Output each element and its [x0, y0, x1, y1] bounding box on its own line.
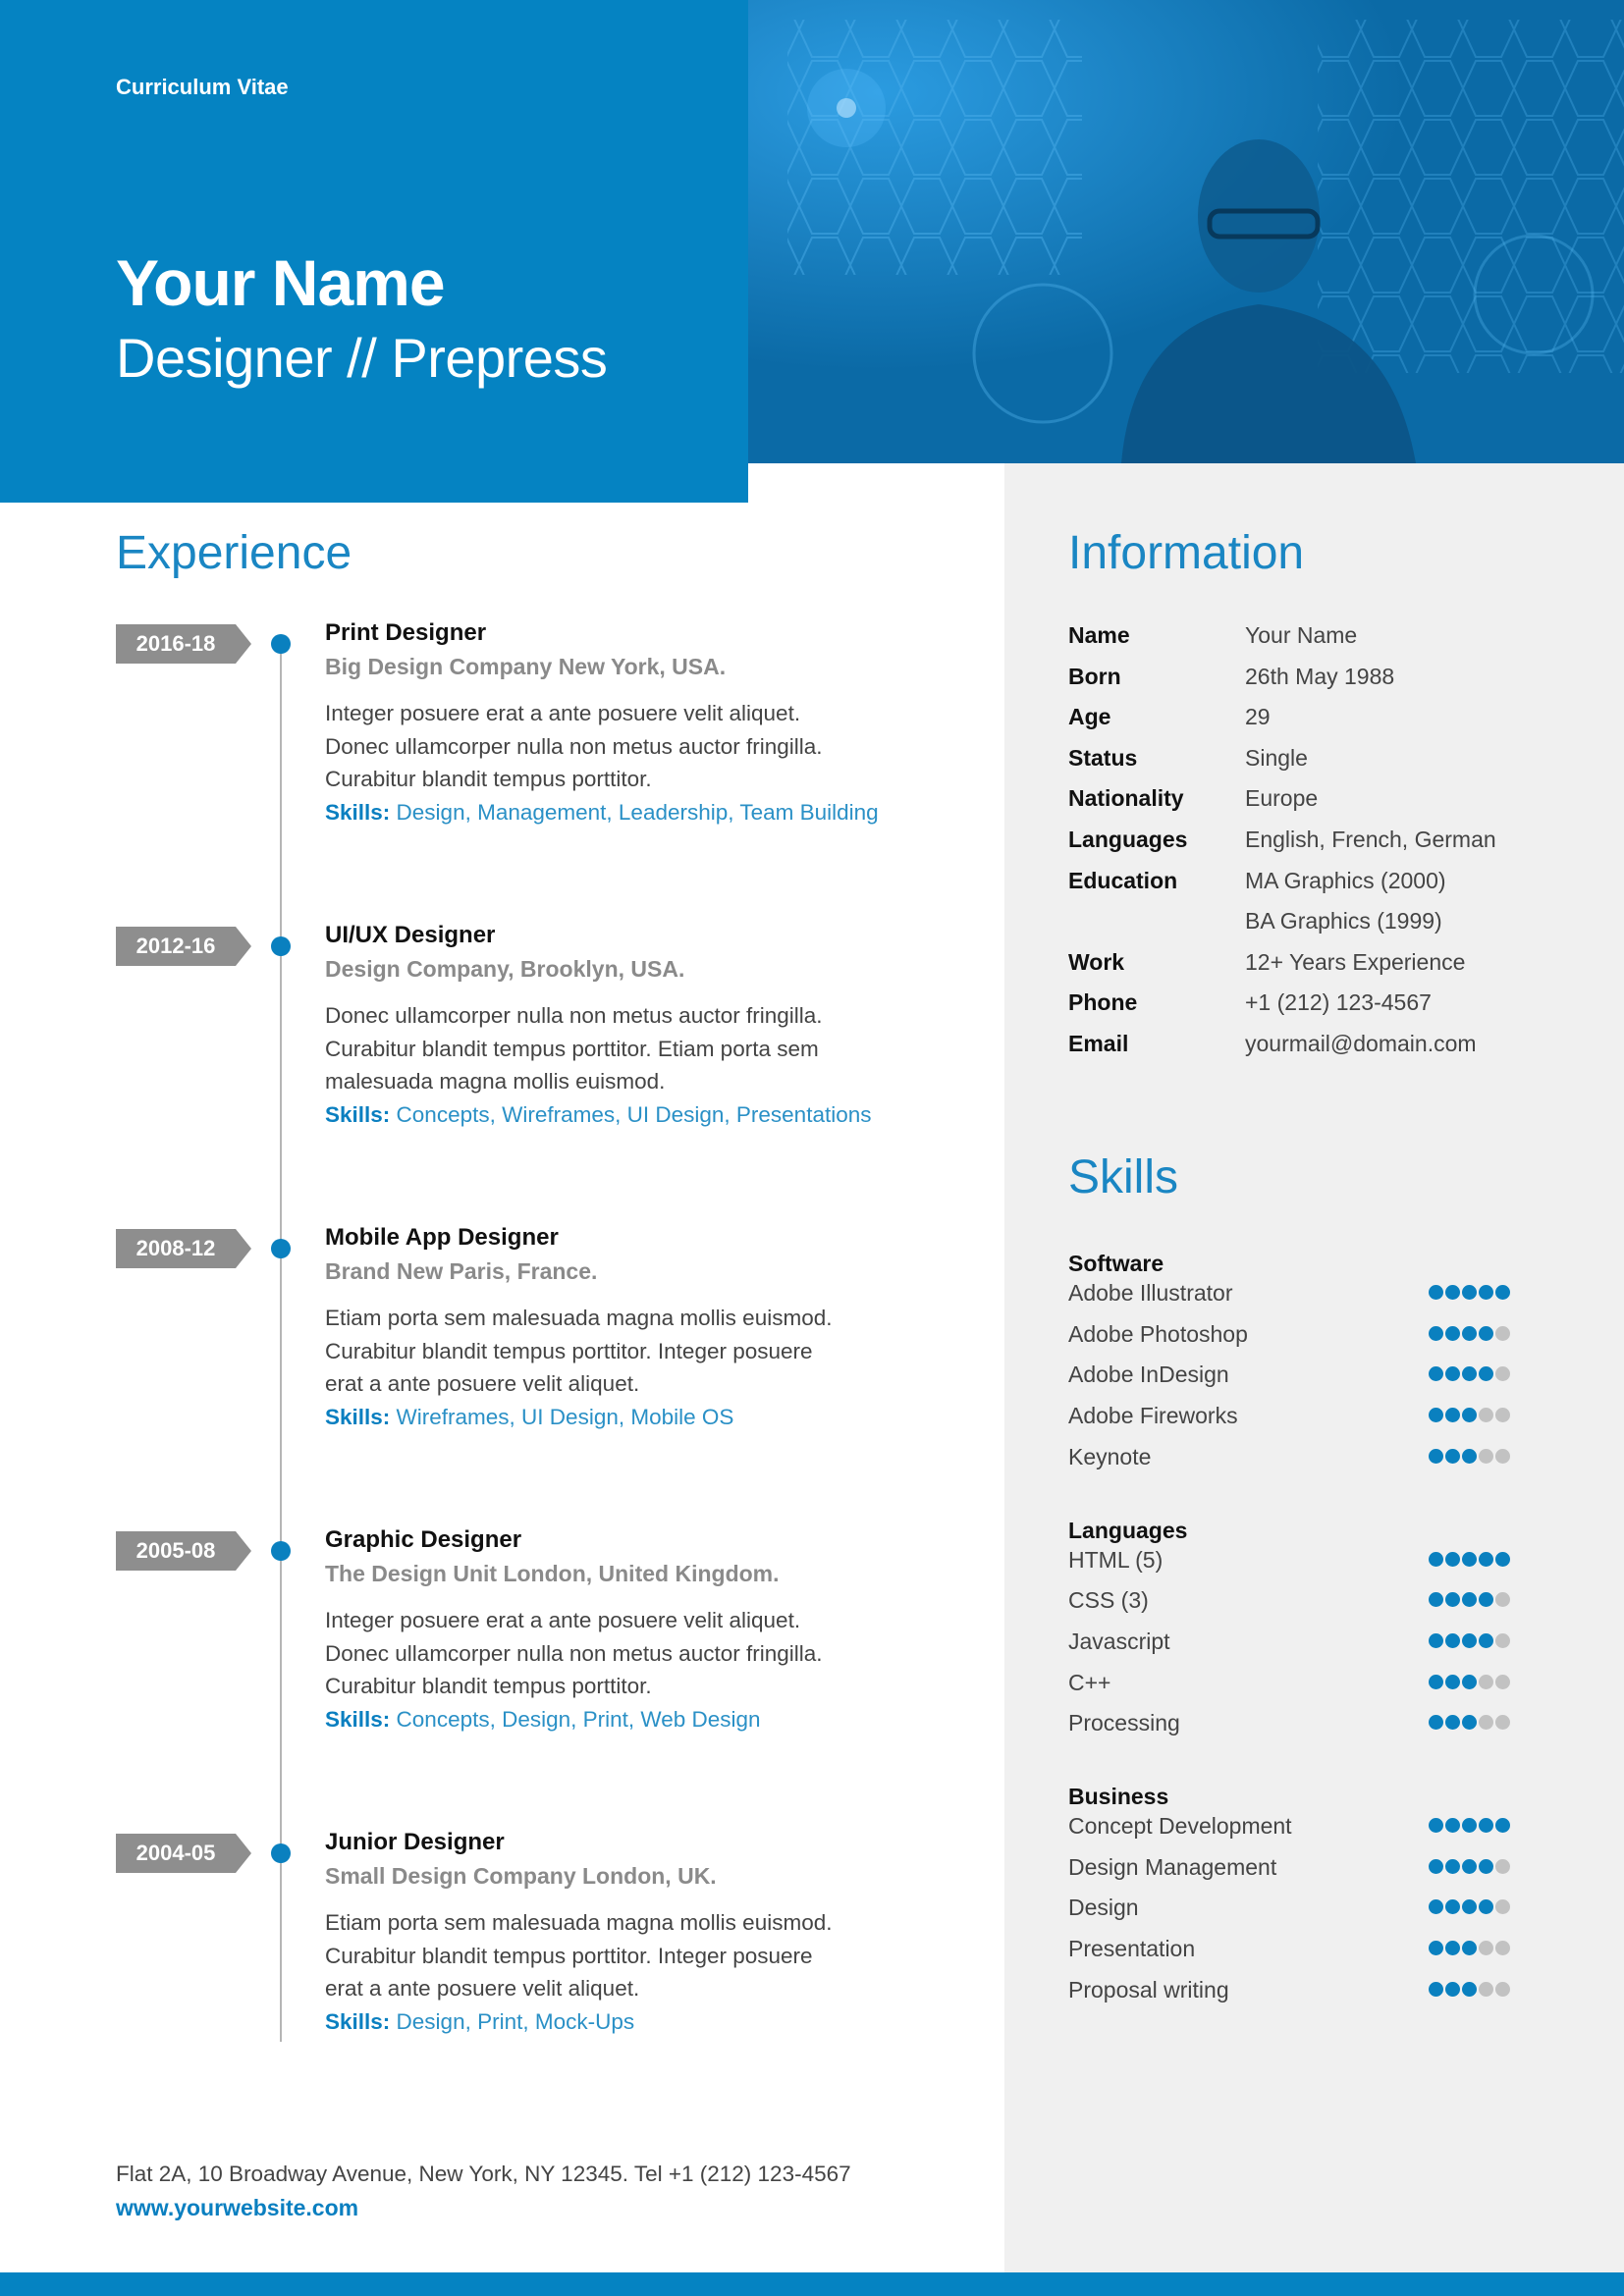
rating-dot [1479, 1899, 1493, 1914]
rating-dot [1445, 1818, 1460, 1833]
description-line: Curabitur blandit tempus porttitor. [325, 1674, 652, 1698]
rating-dot [1445, 1941, 1460, 1955]
info-key: Nationality [1068, 785, 1184, 812]
rating-dot [1429, 1408, 1443, 1422]
info-value: 26th May 1988 [1245, 663, 1395, 689]
description-line: erat a ante posuere velit aliquet. [325, 1371, 640, 1396]
description-line: Etiam porta sem malesuada magna mollis euismod. [325, 1910, 833, 1935]
skill-row [1068, 1846, 1510, 1888]
info-key: Status [1068, 744, 1138, 771]
info-value: Your Name [1245, 622, 1358, 648]
rating-dot [1429, 1715, 1443, 1730]
rating-dot [1445, 1552, 1460, 1567]
rating-dot [1445, 1449, 1460, 1464]
rating-dot [1495, 1592, 1510, 1607]
rating-dot [1495, 1285, 1510, 1300]
skill-row [1068, 1928, 1510, 1969]
info-row [1068, 819, 1579, 860]
job-skills [325, 2005, 914, 2038]
rating-dot [1495, 1552, 1510, 1567]
skills-label: Skills: [325, 1404, 391, 1429]
skill-rating [1429, 1941, 1510, 1956]
year-label: 2012-16 [116, 927, 236, 966]
skill-row [1068, 1395, 1510, 1436]
skill-label: CSS (3) [1068, 1587, 1149, 1614]
info-key: Age [1068, 704, 1111, 730]
rating-dot [1462, 1633, 1477, 1648]
rating-dot [1462, 1552, 1477, 1567]
tag-arrow [236, 1229, 251, 1268]
skill-row [1068, 1621, 1510, 1662]
job-company: Design Company, Brooklyn, USA. [325, 956, 685, 982]
job-company: Brand New Paris, France. [325, 1258, 598, 1284]
skill-label: HTML (5) [1068, 1546, 1164, 1573]
rating-dot [1479, 1449, 1493, 1464]
description-line: Integer posuere erat a ante posuere velit aliquet. [325, 1608, 801, 1632]
skill-rating [1429, 1633, 1510, 1649]
info-value: English, French, German [1245, 827, 1496, 852]
rating-dot [1462, 1818, 1477, 1833]
skills-label: Skills: [325, 1101, 391, 1127]
info-key: Born [1068, 663, 1121, 689]
timeline-dot [271, 1541, 291, 1561]
rating-dot [1445, 1633, 1460, 1648]
info-row [1068, 656, 1579, 697]
rating-dot [1429, 1941, 1443, 1955]
rating-dot [1495, 1859, 1510, 1874]
rating-dot [1462, 1592, 1477, 1607]
description-line: erat a ante posuere velit aliquet. [325, 1976, 640, 2001]
skills-label: Skills: [325, 799, 391, 825]
rating-dot [1479, 1859, 1493, 1874]
year-tag [116, 1531, 253, 1571]
rating-dot [1445, 1366, 1460, 1381]
skill-rating [1429, 1715, 1510, 1731]
description-line: Donec ullamcorper nulla non metus auctor fringilla. [325, 733, 823, 759]
job-company: Big Design Company New York, USA. [325, 654, 727, 679]
rating-dot [1462, 1859, 1477, 1874]
skill-label: Adobe Illustrator [1068, 1280, 1233, 1306]
rating-dot [1495, 1982, 1510, 1997]
rating-dot [1479, 1982, 1493, 1997]
info-value: +1 (212) 123-4567 [1245, 989, 1432, 1016]
skill-rating [1429, 1592, 1510, 1608]
rating-dot [1495, 1715, 1510, 1730]
rating-dot [1462, 1899, 1477, 1914]
year-label: 2008-12 [116, 1229, 236, 1268]
rating-dot [1445, 1982, 1460, 1997]
skill-rating [1429, 1366, 1510, 1382]
rating-dot [1479, 1366, 1493, 1381]
skill-rating [1429, 1449, 1510, 1465]
rating-dot [1495, 1326, 1510, 1341]
rating-dot [1462, 1326, 1477, 1341]
skill-label: Adobe Photoshop [1068, 1320, 1248, 1347]
rating-dot [1495, 1408, 1510, 1422]
description-line: Curabitur blandit tempus porttitor. Integer posuere [325, 1338, 813, 1363]
info-row [1068, 614, 1579, 656]
rating-dot [1429, 1326, 1443, 1341]
info-value: 12+ Years Experience [1245, 948, 1466, 975]
skill-rating [1429, 1326, 1510, 1342]
rating-dot [1462, 1941, 1477, 1955]
rating-dot [1479, 1326, 1493, 1341]
rating-dot [1479, 1941, 1493, 1955]
timeline-line [280, 644, 282, 2042]
skills-label: Skills: [325, 1706, 391, 1732]
skill-label: Concept Development [1068, 1813, 1292, 1839]
skill-rating [1429, 1285, 1510, 1301]
year-label: 2004-05 [116, 1834, 236, 1873]
rating-dot [1495, 1818, 1510, 1833]
information-heading: Information [1068, 527, 1305, 579]
description-line: Donec ullamcorper nulla non metus auctor fringilla. [325, 1003, 823, 1028]
skill-label: Keynote [1068, 1443, 1152, 1469]
info-value: 29 [1245, 704, 1271, 730]
rating-dot [1462, 1449, 1477, 1464]
info-row [1068, 737, 1579, 778]
rating-dot [1462, 1675, 1477, 1689]
rating-dot [1445, 1326, 1460, 1341]
year-label: 2005-08 [116, 1531, 236, 1571]
skill-row [1068, 1702, 1510, 1743]
job-description [325, 1906, 914, 2005]
info-row [1068, 860, 1579, 901]
rating-dot [1429, 1859, 1443, 1874]
year-tag [116, 624, 253, 664]
skill-row [1068, 1805, 1510, 1846]
rating-dot [1429, 1366, 1443, 1381]
description-line: Integer posuere erat a ante posuere velit aliquet. [325, 701, 801, 725]
info-key: Work [1068, 948, 1125, 975]
job-entry [325, 919, 914, 1131]
job-entry [325, 1523, 914, 1735]
skills-heading: Skills [1068, 1151, 1179, 1203]
skill-label: Design Management [1068, 1853, 1277, 1880]
info-row [1068, 1023, 1579, 1064]
skill-rating [1429, 1982, 1510, 1998]
job-title: Mobile App Designer [325, 1224, 559, 1251]
timeline-dot [271, 936, 291, 956]
header-photo-image [748, 0, 1624, 463]
rating-dot [1495, 1941, 1510, 1955]
document-label: Curriculum Vitae [116, 75, 289, 99]
info-row [1068, 777, 1579, 819]
rating-dot [1445, 1675, 1460, 1689]
rating-dot [1429, 1818, 1443, 1833]
info-value: BA Graphics (1999) [1245, 908, 1442, 934]
job-entry [325, 1826, 914, 2038]
skills-list-text: Wireframes, UI Design, Mobile OS [396, 1404, 734, 1429]
year-tag [116, 1229, 253, 1268]
rating-dot [1462, 1982, 1477, 1997]
rating-dot [1479, 1715, 1493, 1730]
rating-dot [1479, 1552, 1493, 1567]
skill-label: Proposal writing [1068, 1976, 1229, 2002]
skill-label: C++ [1068, 1669, 1111, 1695]
rating-dot [1462, 1715, 1477, 1730]
tag-arrow [236, 927, 251, 966]
skills-list-text: Concepts, Design, Print, Web Design [396, 1706, 761, 1732]
year-tag [116, 1834, 253, 1873]
info-value: Europe [1245, 785, 1319, 812]
job-entry [325, 616, 914, 828]
info-key: Education [1068, 867, 1178, 893]
rating-dot [1429, 1633, 1443, 1648]
rating-dot [1429, 1899, 1443, 1914]
experience-heading: Experience [116, 527, 352, 579]
description-line: malesuada magna mollis euismod. [325, 1069, 666, 1094]
timeline-dot [271, 1239, 291, 1258]
rating-dot [1445, 1285, 1460, 1300]
website-link[interactable]: www.yourwebsite.com [116, 2195, 359, 2220]
skills-list-text: Concepts, Wireframes, UI Design, Presentations [396, 1101, 872, 1127]
info-key: Phone [1068, 989, 1138, 1016]
job-skills [325, 1098, 914, 1131]
header-photo [748, 0, 1624, 463]
job-entry [325, 1221, 914, 1433]
tag-arrow [236, 624, 251, 664]
skill-row [1068, 1313, 1510, 1355]
description-line: Etiam porta sem malesuada magna mollis euismod. [325, 1306, 833, 1330]
rating-dot [1479, 1675, 1493, 1689]
job-title: Print Designer [325, 619, 487, 646]
skill-rating [1429, 1408, 1510, 1423]
info-row [1068, 982, 1579, 1023]
skill-row [1068, 1354, 1510, 1395]
skill-label: Processing [1068, 1710, 1180, 1736]
job-company: The Design Unit London, United Kingdom. [325, 1561, 780, 1586]
rating-dot [1445, 1715, 1460, 1730]
skill-label: Presentation [1068, 1936, 1196, 1962]
rating-dot [1495, 1449, 1510, 1464]
job-title: UI/UX Designer [325, 922, 496, 948]
timeline-dot [271, 634, 291, 654]
skill-label: Javascript [1068, 1628, 1170, 1654]
job-company: Small Design Company London, UK. [325, 1863, 717, 1889]
rating-dot [1479, 1633, 1493, 1648]
skills-label: Skills: [325, 2008, 391, 2034]
rating-dot [1429, 1982, 1443, 1997]
job-title: Junior Designer [325, 1829, 505, 1855]
info-key: Languages [1068, 827, 1188, 852]
tag-arrow [236, 1834, 251, 1873]
skill-row [1068, 1272, 1510, 1313]
job-skills [325, 796, 914, 828]
rating-dot [1445, 1859, 1460, 1874]
rating-dot [1429, 1592, 1443, 1607]
info-key: Name [1068, 622, 1130, 648]
skill-rating [1429, 1859, 1510, 1875]
rating-dot [1462, 1366, 1477, 1381]
year-label: 2016-18 [116, 624, 236, 664]
skill-rating [1429, 1899, 1510, 1915]
person-name: Your Name [116, 246, 445, 319]
description-line: Curabitur blandit tempus porttitor. [325, 767, 652, 791]
info-value: MA Graphics (2000) [1245, 867, 1446, 893]
rating-dot [1495, 1633, 1510, 1648]
rating-dot [1479, 1285, 1493, 1300]
job-description [325, 1302, 914, 1401]
rating-dot [1479, 1592, 1493, 1607]
job-description [325, 999, 914, 1098]
job-title: Graphic Designer [325, 1526, 522, 1553]
skill-row [1068, 1662, 1510, 1703]
info-row [1068, 941, 1579, 983]
person-role: Designer // Prepress [116, 327, 608, 389]
rating-dot [1479, 1818, 1493, 1833]
skills-list-text: Design, Print, Mock-Ups [396, 2008, 635, 2034]
description-line: Curabitur blandit tempus porttitor. Integer posuere [325, 1943, 813, 1968]
skill-row [1068, 1969, 1510, 2010]
rating-dot [1495, 1366, 1510, 1381]
rating-dot [1462, 1285, 1477, 1300]
skill-rating [1429, 1552, 1510, 1568]
rating-dot [1429, 1675, 1443, 1689]
skill-label: Design [1068, 1895, 1139, 1921]
rating-dot [1429, 1285, 1443, 1300]
rating-dot [1495, 1675, 1510, 1689]
skill-row [1068, 1436, 1510, 1477]
skill-row [1068, 1539, 1510, 1580]
year-tag [116, 927, 253, 966]
skill-rating [1429, 1818, 1510, 1834]
skill-row [1068, 1887, 1510, 1928]
info-value: Single [1245, 744, 1308, 771]
info-value: yourmail@domain.com [1245, 1031, 1477, 1056]
job-skills [325, 1703, 914, 1735]
job-description [325, 697, 914, 796]
description-line: Curabitur blandit tempus porttitor. Etiam porta sem [325, 1036, 819, 1061]
info-key: Email [1068, 1031, 1129, 1056]
skill-rating [1429, 1675, 1510, 1690]
job-description [325, 1604, 914, 1703]
skills-list-text: Design, Management, Leadership, Team Building [396, 799, 879, 825]
rating-dot [1445, 1899, 1460, 1914]
skill-category: Business [1068, 1784, 1169, 1809]
rating-dot [1445, 1408, 1460, 1422]
info-row [1068, 696, 1579, 737]
tag-arrow [236, 1531, 251, 1571]
rating-dot [1495, 1899, 1510, 1914]
rating-dot [1445, 1592, 1460, 1607]
description-line: Donec ullamcorper nulla non metus auctor fringilla. [325, 1640, 823, 1666]
info-row [1068, 900, 1579, 941]
skill-category: Languages [1068, 1517, 1188, 1543]
footer-address: Flat 2A, 10 Broadway Avenue, New York, NY 12345. Tel +1 (212) 123-4567 [116, 2162, 851, 2186]
skill-label: Adobe InDesign [1068, 1362, 1229, 1388]
skill-category: Software [1068, 1251, 1164, 1276]
job-skills [325, 1401, 914, 1433]
timeline-dot [271, 1843, 291, 1863]
rating-dot [1429, 1552, 1443, 1567]
rating-dot [1462, 1408, 1477, 1422]
bottom-bar [0, 2272, 1624, 2296]
skill-row [1068, 1579, 1510, 1621]
skill-label: Adobe Fireworks [1068, 1403, 1238, 1429]
rating-dot [1429, 1449, 1443, 1464]
rating-dot [1479, 1408, 1493, 1422]
